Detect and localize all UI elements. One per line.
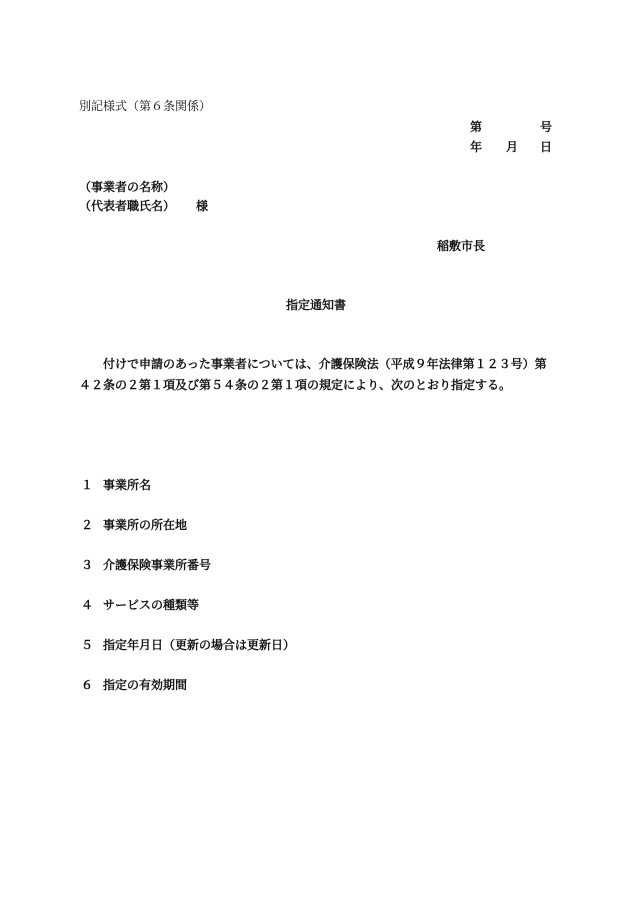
item-number: ２: [81, 518, 94, 532]
item-label: 指定年月日（更新の場合は更新日）: [103, 638, 296, 652]
sender-name: 稲敷市長: [437, 239, 486, 253]
item-number: １: [81, 478, 94, 492]
number-suffix: 号: [540, 120, 553, 134]
recipient-business-name: （事業者の名称）: [79, 180, 176, 194]
date-day: 日: [540, 140, 553, 154]
item-number: ６: [81, 678, 94, 692]
item-number: ３: [81, 558, 94, 572]
recipient-honorific: 様: [196, 199, 209, 213]
item-number: ５: [81, 638, 94, 652]
item-number: ４: [81, 598, 94, 612]
item-label: サービスの種類等: [103, 598, 200, 612]
body-paragraph: 付けで申請のあった事業者については、介護保険法（平成９年法律第１２３号）第４２条の２第１項及び第５４条の２第１項の規定により、次のとおり指定する。: [79, 357, 547, 392]
recipient-representative: （代表者職氏名）: [79, 199, 176, 213]
item-label: 介護保険事業所番号: [103, 558, 212, 572]
item-label: 指定の有効期間: [103, 678, 188, 692]
number-prefix: 第: [470, 120, 483, 134]
item-label: 事業所の所在地: [103, 518, 188, 532]
form-label: 別記様式（第６条関係）: [79, 99, 212, 113]
date-month: 月: [506, 140, 519, 154]
document-title: 指定通知書: [286, 298, 347, 312]
date-year: 年: [470, 140, 483, 154]
item-label: 事業所名: [103, 478, 152, 492]
